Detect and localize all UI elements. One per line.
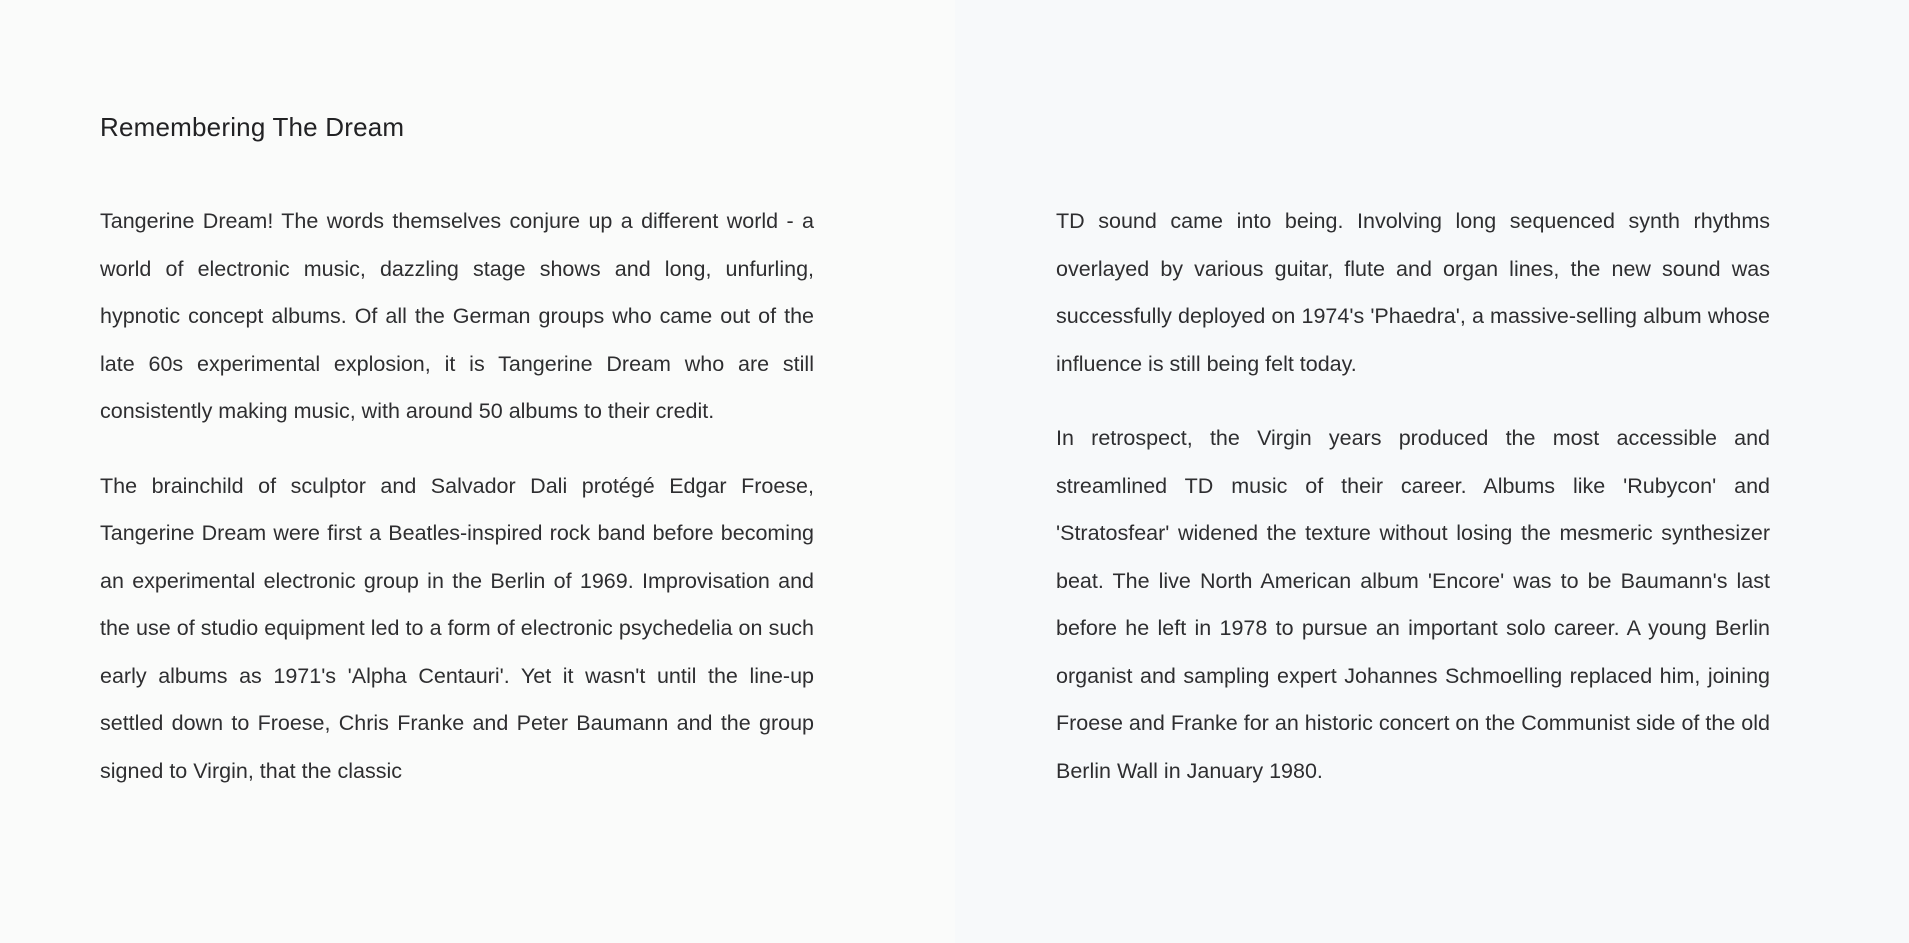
right-column <box>1056 198 1770 822</box>
page-title: Remembering The Dream <box>100 112 405 142</box>
paragraph: In retrospect, the Virgin years produced the most accessible and streamlined TD music of their career. Albums like 'Rubycon' and 'Stratosfear' widened the texture without losing the mesmeric synthesizer beat. The live North American album 'Encore' was to be Baumann's last before he left in 1978 to pursue an important solo career. A young Berlin organist and sampling expert Johannes Schmoelling replaced him, joining Froese and Franke for an historic concert on the Communist side of the old Berlin Wall in January 1980. <box>1056 426 1770 783</box>
paragraph: The brainchild of sculptor and Salvador Dali protégé Edgar Froese, Tangerine Dream were first a Beatles-inspired rock band before becoming an experimental electronic group in the Berlin of 1969. Improvisation and the use of studio equipment led to a form of electronic psychedelia on such early albums as 1971's 'Alpha Centauri'. Yet it wasn't until the line-up settled down to Froese, Chris Franke and Peter Baumann and the group signed to Virgin, that the classic <box>100 473 814 783</box>
left-column <box>100 198 814 822</box>
paragraph: Tangerine Dream! The words themselves conjure up a different world - a world of electronic music, dazzling stage shows and long, unfurling, hypnotic concept albums. Of all the German groups who came out of the late 60s experimental explosion, it is Tangerine Dream who are still consistently making music, with around 50 albums to their credit. <box>100 209 814 423</box>
paragraph: TD sound came into being. Involving long sequenced synth rhythms overlayed by various guitar, flute and organ lines, the new sound was successfully deployed on 1974's 'Phaedra', a massive-selling album whose influence is still being felt today. <box>1056 209 1770 376</box>
